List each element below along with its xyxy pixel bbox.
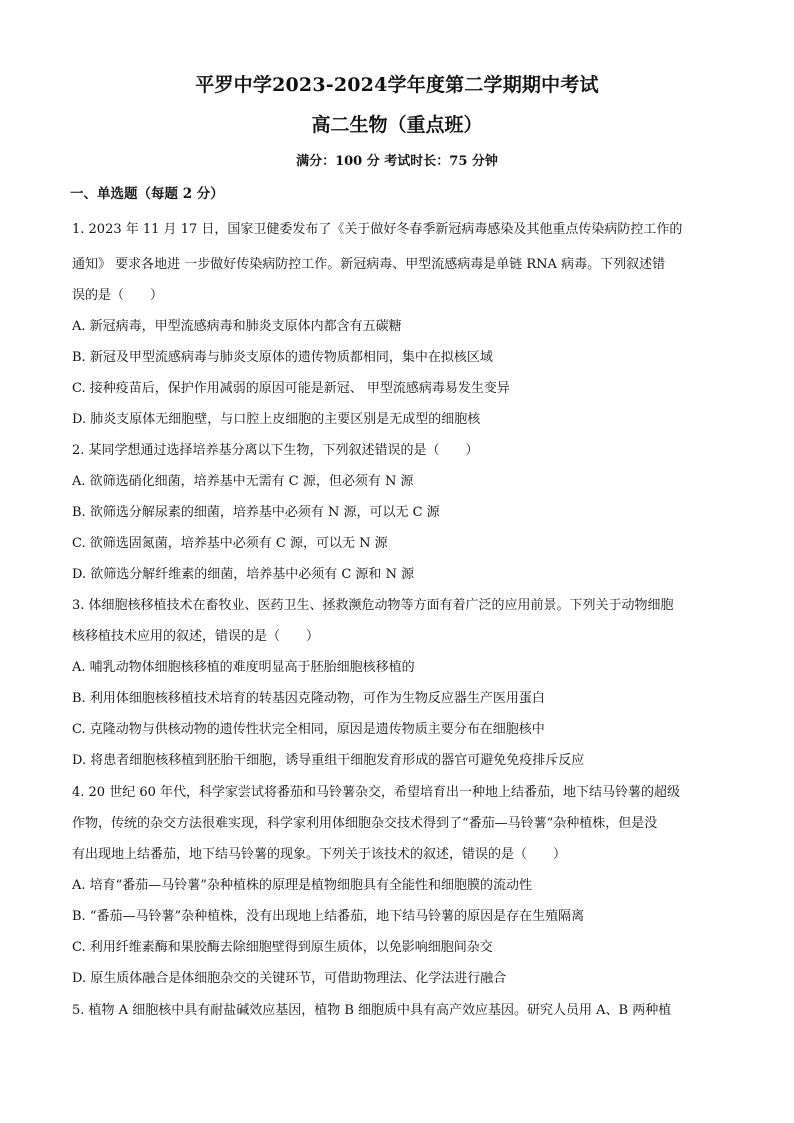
- q3-option-b: B. 利用体细胞核移植技术培育的转基因克隆动物，可作为生物反应器生产医用蛋白: [72, 691, 545, 706]
- q1-stem-line-2: 通知》 要求各地进 一步做好传染病防控工作。新冠病毒、甲型流感病毒是单链 RNA 病毒。下列叙述错: [72, 257, 666, 272]
- q2-option-c: C. 欲筛选固氮菌，培养基中必须有 C 源，可以无 N 源: [72, 536, 388, 551]
- q3-option-a: A. 哺乳动物体细胞核移植的难度明显高于胚胎细胞核移植的: [72, 660, 415, 675]
- q5-stem-line-1: 5. 植物 A 细胞核中具有耐盐碱效应基因，植物 B 细胞质中具有高产效应基因。研究人员用 A、B 两种植: [72, 1003, 672, 1018]
- q1-option-d: D. 肺炎支原体无细胞壁，与口腔上皮细胞的主要区别是无成型的细胞核: [72, 412, 481, 427]
- q2-option-a: A. 欲筛选硝化细菌，培养基中无需有 C 源，但必须有 N 源: [72, 474, 414, 489]
- q1-option-b: B. 新冠及甲型流感病毒与肺炎支原体的遗传物质都相同，集中在拟核区域: [72, 350, 493, 365]
- q4-option-a: A. 培育“番茄—马铃薯”杂种植株的原理是植物细胞具有全能性和细胞膜的流动性: [72, 878, 532, 893]
- q1-stem-line-3: 误的是（ ）: [72, 288, 164, 303]
- q2-stem-line-1: 2. 某同学想通过选择培养基分离以下生物，下列叙述错误的是（ ）: [72, 443, 479, 458]
- q4-option-c: C. 利用纤维素酶和果胶酶去除细胞壁得到原生质体，以免影响细胞间杂交: [72, 940, 493, 955]
- q3-stem-line-1: 3. 体细胞核移植技术在畜牧业、医药卫生、拯救濒危动物等方面有着广泛的应用前景。下列关于动物细胞: [72, 598, 674, 613]
- q4-option-d: D. 原生质体融合是体细胞杂交的关键环节，可借助物理法、化学法进行融合: [72, 971, 507, 986]
- q2-option-d: D. 欲筛选分解纤维素的细菌，培养基中必须有 C 源和 N 源: [72, 567, 415, 582]
- q4-stem-line-3: 有出现地上结番茄，地下结马铃薯的现象。下列关于该技术的叙述，错误的是（ ）: [72, 847, 567, 862]
- school-exam-title: 平罗中学2023-2024学年度第二学期期中考试: [195, 74, 599, 96]
- exam-info: 满分：100 分 考试时长：75 分钟: [296, 154, 498, 169]
- section-heading-single-choice: 一、单选题（每题 2 分）: [70, 186, 224, 202]
- q1-option-c: C. 接种疫苗后，保护作用减弱的原因可能是新冠、 甲型流感病毒易发生变异: [72, 381, 510, 396]
- q3-option-d: D. 将患者细胞核移植到胚胎干细胞，诱导重组干细胞发育形成的器官可避免免疫排斥反应: [72, 753, 585, 768]
- q3-option-c: C. 克隆动物与供核动物的遗传性状完全相同，原因是遗传物质主要分布在细胞核中: [72, 722, 545, 737]
- q4-stem-line-1: 4. 20 世纪 60 年代，科学家尝试将番茄和马铃薯杂交，希望培育出一种地上结番茄，地下结马铃薯的超级: [72, 785, 681, 800]
- q1-option-a: A. 新冠病毒，甲型流感病毒和肺炎支原体内都含有五碳糖: [72, 319, 402, 334]
- q2-option-b: B. 欲筛选分解尿素的细菌，培养基中必须有 N 源，可以无 C 源: [72, 505, 440, 520]
- q3-stem-line-2: 核移植技术应用的叙述，错误的是（ ）: [72, 629, 320, 644]
- subject-title: 高二生物（重点班）: [311, 114, 483, 136]
- q1-stem-line-1: 1. 2023 年 11 月 17 日，国家卫健委发布了《关于做好冬春季新冠病毒感染及其他重点传染病防控工作的: [72, 222, 683, 237]
- q4-option-b: B. “番茄—马铃薯”杂种植株，没有出现地上结番茄，地下结马铃薯的原因是存在生殖隔离: [72, 909, 585, 924]
- q4-stem-line-2: 作物，传统的杂交方法很难实现，科学家利用体细胞杂交技术得到了“番茄—马铃薯”杂种植株，但是没: [72, 816, 658, 831]
